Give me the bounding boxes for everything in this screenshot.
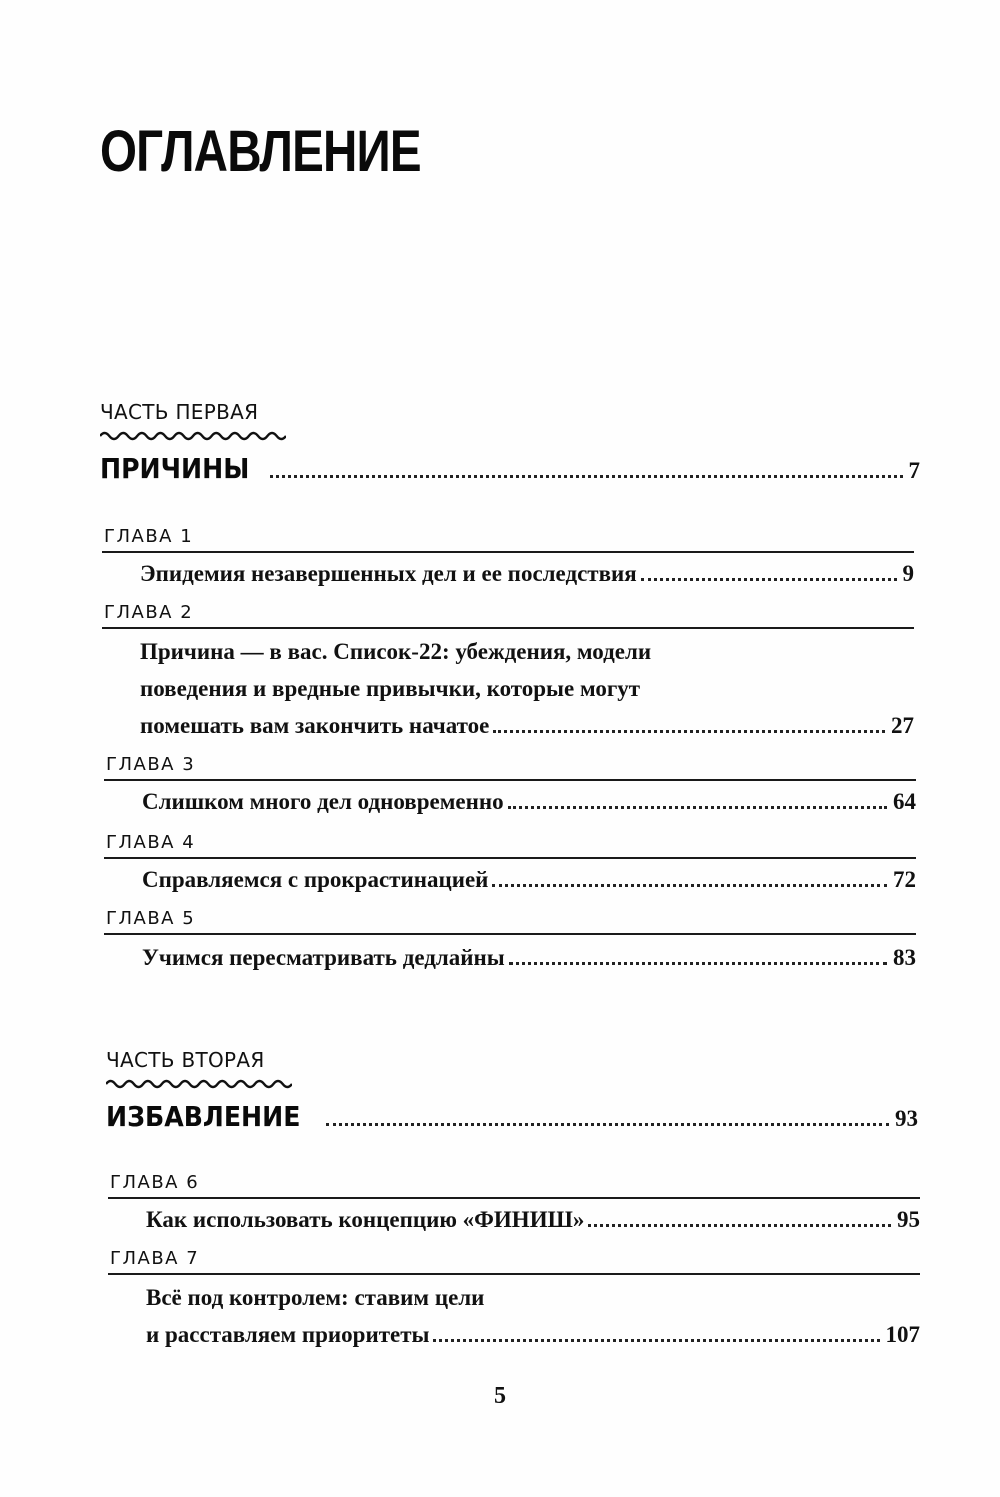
part-title-row[interactable] — [100, 452, 920, 492]
chapter-title-row — [142, 861, 916, 898]
toc-chapter-7[interactable] — [108, 1248, 920, 1353]
chapter-title-line: и расставляем приоритеты — [146, 1322, 430, 1347]
chapter-title-line: помешать вам закончить начатое — [140, 713, 490, 738]
wavy-underline-icon — [106, 1078, 292, 1090]
dot-leader — [433, 1339, 879, 1342]
page-number: 9 — [902, 561, 914, 586]
dot-leader — [492, 884, 887, 887]
toc-chapter-2[interactable] — [102, 602, 914, 744]
toc-chapter-3[interactable] — [104, 754, 916, 820]
chapter-title: Слишком много дел одновременно — [142, 789, 504, 814]
chapter-divider — [108, 1273, 920, 1275]
toc-chapter-6[interactable] — [108, 1172, 920, 1238]
dot-leader — [641, 578, 897, 581]
chapter-title: Справляемся с прокрастинацией — [142, 867, 489, 892]
chapter-title: Как использовать концепцию «ФИНИШ» — [146, 1207, 585, 1232]
page-footer-number: 5 — [494, 1383, 506, 1409]
toc-chapter-4[interactable] — [104, 832, 916, 898]
chapter-divider — [104, 779, 916, 781]
part-label: ЧАСТЬ ПЕРВАЯ — [100, 400, 259, 424]
dot-leader — [588, 1224, 891, 1227]
chapter-label: ГЛАВА 7 — [110, 1248, 200, 1269]
part-2-header — [106, 1048, 918, 1140]
part-title: ИЗБАВЛЕНИЕ — [106, 1100, 301, 1133]
chapter-divider — [104, 857, 916, 859]
toc-chapter-1[interactable] — [102, 526, 914, 592]
dot-leader — [508, 806, 887, 809]
chapter-label: ГЛАВА 5 — [106, 908, 196, 929]
page-number: 64 — [893, 789, 916, 814]
page-number: 95 — [897, 1207, 920, 1232]
chapter-divider — [108, 1197, 920, 1199]
chapter-divider — [102, 627, 914, 629]
page-number: 27 — [891, 713, 914, 738]
part-title: ПРИЧИНЫ — [100, 452, 250, 485]
chapter-title-row — [146, 1316, 920, 1353]
part-label: ЧАСТЬ ВТОРАЯ — [106, 1048, 265, 1072]
chapter-title-line: Причина — в вас. Список-22: убеждения, модели — [140, 639, 652, 664]
dot-leader — [326, 1123, 889, 1126]
chapter-title-row — [142, 939, 916, 976]
page-number: 107 — [885, 1322, 920, 1347]
chapter-label: ГЛАВА 3 — [106, 754, 196, 775]
chapter-label: ГЛАВА 2 — [104, 602, 194, 623]
chapter-title-line: поведения и вредные привычки, которые могут — [140, 676, 641, 701]
part-1-header — [100, 400, 920, 492]
wavy-underline-icon — [100, 430, 286, 442]
chapter-title: Эпидемия незавершенных дел и ее последствия — [140, 561, 637, 586]
page-number: 83 — [893, 945, 916, 970]
chapter-title-line: Всё под контролем: ставим цели — [146, 1285, 485, 1310]
page-number: 72 — [893, 867, 916, 892]
chapter-title-row — [146, 1201, 920, 1238]
chapter-label: ГЛАВА 6 — [110, 1172, 200, 1193]
chapter-divider — [102, 551, 914, 553]
dot-leader — [270, 475, 903, 478]
page-number: 93 — [895, 1106, 918, 1131]
toc-chapter-5[interactable] — [104, 908, 916, 976]
chapter-title: Учимся пересматривать дедлайны — [142, 945, 505, 970]
chapter-title-row — [140, 555, 914, 592]
dot-leader — [493, 730, 885, 733]
chapter-title-row — [142, 783, 916, 820]
chapter-title-row — [140, 707, 914, 744]
chapter-label: ГЛАВА 4 — [106, 832, 196, 853]
chapter-label: ГЛАВА 1 — [104, 526, 194, 547]
page-number: 7 — [908, 458, 920, 483]
part-title-row[interactable] — [106, 1100, 918, 1140]
page-title: ОГЛАВЛЕНИЕ — [100, 119, 421, 184]
dot-leader — [509, 962, 887, 965]
chapter-divider — [104, 933, 916, 935]
